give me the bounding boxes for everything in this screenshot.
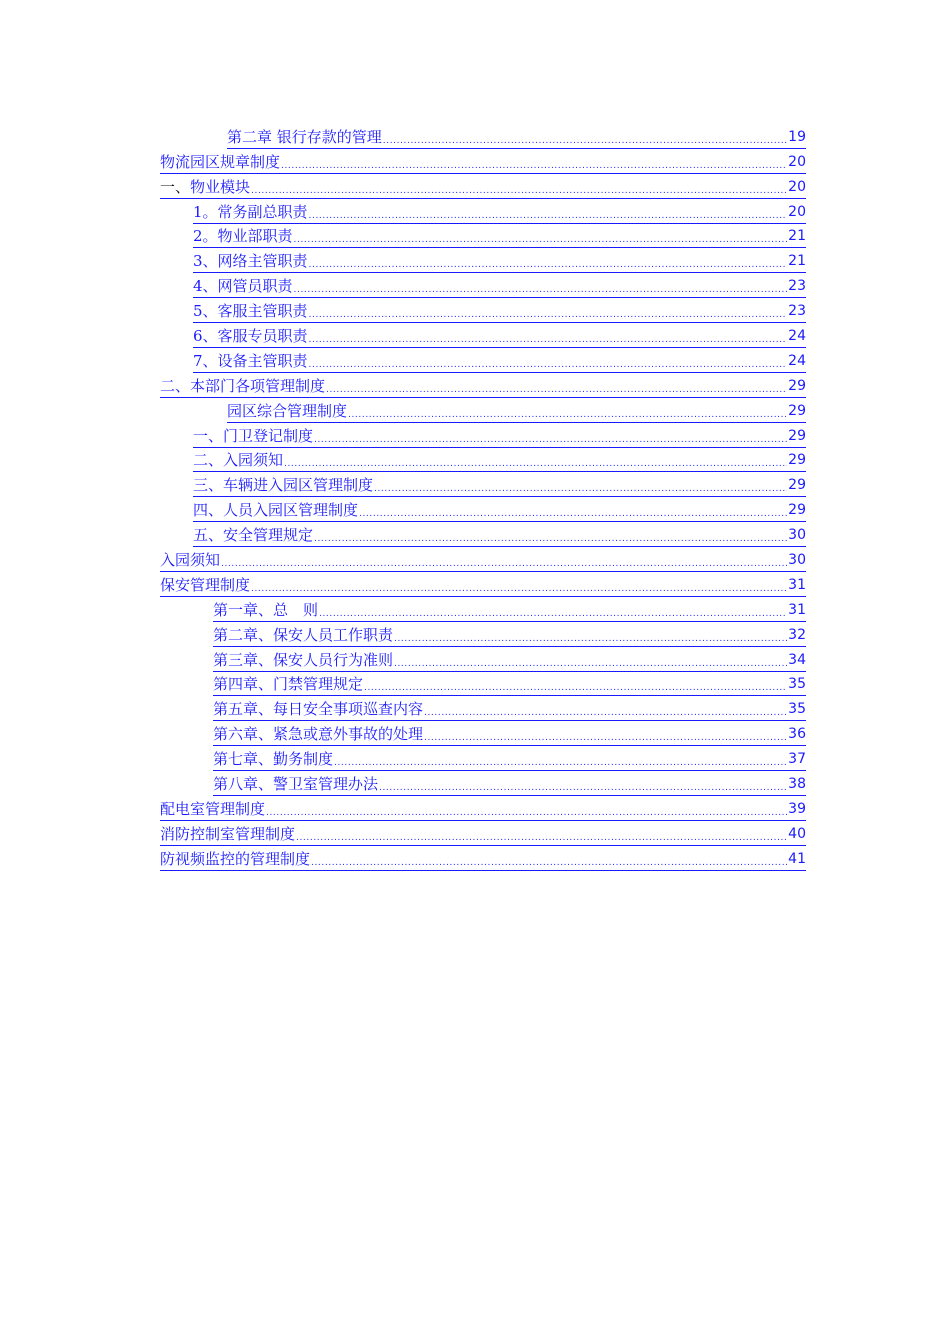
dot-leader [294, 284, 788, 296]
toc-entry-entry-notice[interactable] [193, 448, 806, 473]
toc-entry-label: 2。物业部职责 [193, 227, 293, 246]
toc-entry-vehicle-entry[interactable] [193, 472, 806, 497]
toc-entry-label: 第六章、紧急或意外事故的处理 [213, 725, 424, 744]
toc-entry-park-general-rules[interactable] [227, 398, 806, 423]
toc-entry-label: 入园须知 [160, 551, 221, 570]
toc-page-number: 20 [788, 178, 806, 195]
toc-entry-label: 配电室管理制度 [160, 799, 266, 818]
toc-entry-label: 第五章、每日安全事项巡查内容 [213, 700, 424, 719]
dot-leader [364, 682, 787, 694]
dot-leader [314, 533, 787, 545]
toc-entry-network-supervisor[interactable] [193, 248, 806, 273]
toc-entry-fire-control-room[interactable] [160, 821, 806, 846]
toc-entry-network-admin[interactable] [193, 273, 806, 298]
toc-entry-equipment-supervisor[interactable] [193, 348, 806, 373]
dot-leader [251, 185, 787, 197]
dot-leader [309, 334, 788, 346]
toc-entry-prefix: 一、 [160, 177, 191, 196]
toc-entry-security-rules[interactable] [160, 572, 806, 597]
toc-entry-bank-deposit[interactable] [227, 124, 806, 149]
toc-entry-label: 4、网管员职责 [193, 277, 293, 296]
dot-leader [424, 732, 787, 744]
toc-page-number: 39 [788, 800, 806, 817]
toc-entry-chapter-7[interactable] [213, 746, 806, 771]
toc-page-number: 29 [788, 377, 806, 394]
dot-leader [359, 508, 787, 520]
dot-leader [394, 633, 787, 645]
toc-page-number: 29 [788, 502, 806, 519]
dot-leader [424, 707, 787, 719]
toc-entry-safety-rules[interactable] [193, 522, 806, 547]
toc-entry-cs-specialist[interactable] [193, 323, 806, 348]
toc-entry-chapter-3[interactable] [213, 647, 806, 672]
toc-entry-label: 7、设备主管职责 [193, 351, 308, 370]
toc-page-number: 32 [788, 626, 806, 643]
dot-leader [311, 857, 787, 869]
toc-entry-video-surveillance[interactable] [160, 846, 806, 871]
dot-leader [334, 757, 787, 769]
toc-page-number: 20 [788, 203, 806, 220]
toc-page-number: 38 [788, 776, 806, 793]
toc-entry-label: 三、车辆进入园区管理制度 [193, 476, 374, 495]
dot-leader [348, 409, 787, 421]
toc-entry-chapter-4[interactable] [213, 672, 806, 697]
dot-leader [251, 583, 787, 595]
toc-entry-entry-notice-main[interactable] [160, 547, 806, 572]
dot-leader [314, 434, 787, 446]
toc-entry-chapter-8[interactable] [213, 771, 806, 796]
toc-entry-property-dept[interactable] [193, 224, 806, 249]
dot-leader [374, 483, 787, 495]
toc-entry-dept-rules[interactable] [160, 373, 806, 398]
dot-leader [309, 359, 788, 371]
toc-entry-label: 第八章、警卫室管理办法 [213, 775, 379, 794]
toc-entry-label: 第三章、保安人员行为准则 [213, 650, 394, 669]
toc-entry-label: 5、客服主管职责 [193, 302, 308, 321]
dot-leader [309, 259, 788, 271]
toc-entry-personnel-entry[interactable] [193, 497, 806, 522]
toc-entry-chapter-1[interactable] [213, 597, 806, 622]
toc-page-number: 31 [788, 601, 806, 618]
dot-leader [379, 782, 787, 794]
dot-leader [319, 608, 787, 620]
toc-entry-label: 一、门卫登记制度 [193, 426, 314, 445]
toc-page-number: 35 [788, 676, 806, 693]
toc-entry-label-text: 物业模块 [190, 177, 251, 196]
dot-leader [281, 160, 787, 172]
toc-entry-label: 第二章、保安人员工作职责 [213, 625, 394, 644]
toc-entry-label: 二、本部门各项管理制度 [160, 376, 326, 395]
table-of-contents [160, 124, 806, 871]
dot-leader [266, 807, 787, 819]
toc-entry-power-room[interactable] [160, 796, 806, 821]
toc-page-number: 30 [788, 552, 806, 569]
toc-entry-label: 园区综合管理制度 [227, 401, 348, 420]
dot-leader [284, 458, 787, 470]
toc-entry-label: 1。常务副总职责 [193, 202, 308, 221]
toc-page-number: 24 [788, 328, 806, 345]
toc-entry-label: 第一章、总 则 [213, 600, 319, 619]
toc-page-number: 31 [788, 576, 806, 593]
toc-page-number: 21 [788, 253, 806, 270]
dot-leader [309, 210, 788, 222]
toc-page-number: 37 [788, 751, 806, 768]
toc-entry-label: 第四章、门禁管理规定 [213, 675, 364, 694]
toc-entry-label: 四、人员入园区管理制度 [193, 501, 359, 520]
dot-leader [383, 135, 787, 147]
toc-page-number: 40 [788, 825, 806, 842]
dot-leader [294, 234, 788, 246]
toc-entry-label: 物流园区规章制度 [160, 152, 281, 171]
dot-leader [394, 658, 787, 670]
toc-entry-label: 防视频监控的管理制度 [160, 849, 311, 868]
toc-entry-label: 二、入园须知 [193, 451, 284, 470]
dot-leader [221, 558, 787, 570]
toc-entry-chapter-2[interactable] [213, 622, 806, 647]
toc-page-number: 21 [788, 228, 806, 245]
toc-entry-logistics-rules[interactable] [160, 149, 806, 174]
toc-entry-label: 第二章 银行存款的管理 [227, 127, 382, 146]
dot-leader [296, 832, 787, 844]
toc-page-number: 29 [788, 427, 806, 444]
toc-page-number: 41 [788, 850, 806, 867]
dot-leader [309, 309, 788, 321]
toc-page-number: 30 [788, 527, 806, 544]
toc-entry-deputy-gm[interactable] [193, 199, 806, 224]
toc-entry-label: 3、网络主管职责 [193, 252, 308, 271]
toc-entry-label: 保安管理制度 [160, 575, 251, 594]
toc-page-number: 29 [788, 452, 806, 469]
toc-entry-label: 消防控制室管理制度 [160, 824, 296, 843]
toc-page-number: 29 [788, 402, 806, 419]
toc-page-number: 34 [788, 651, 806, 668]
toc-entry-cs-supervisor[interactable] [193, 298, 806, 323]
toc-entry-chapter-5[interactable] [213, 696, 806, 721]
toc-page-number: 24 [788, 352, 806, 369]
toc-page-number: 35 [788, 701, 806, 718]
dot-leader [326, 384, 787, 396]
toc-page-number: 19 [788, 128, 806, 145]
toc-entry-property-module[interactable] [160, 174, 806, 199]
toc-entry-label: 五、安全管理规定 [193, 526, 314, 545]
toc-entry-label: 第七章、勤务制度 [213, 750, 334, 769]
toc-page-number: 20 [788, 153, 806, 170]
toc-page-number: 36 [788, 726, 806, 743]
toc-page-number: 29 [788, 477, 806, 494]
toc-entry-label [160, 177, 250, 197]
toc-page-number: 23 [788, 278, 806, 295]
toc-page-number: 23 [788, 303, 806, 320]
toc-entry-gate-registration[interactable] [193, 423, 806, 448]
toc-entry-chapter-6[interactable] [213, 721, 806, 746]
toc-entry-label: 6、客服专员职责 [193, 327, 308, 346]
